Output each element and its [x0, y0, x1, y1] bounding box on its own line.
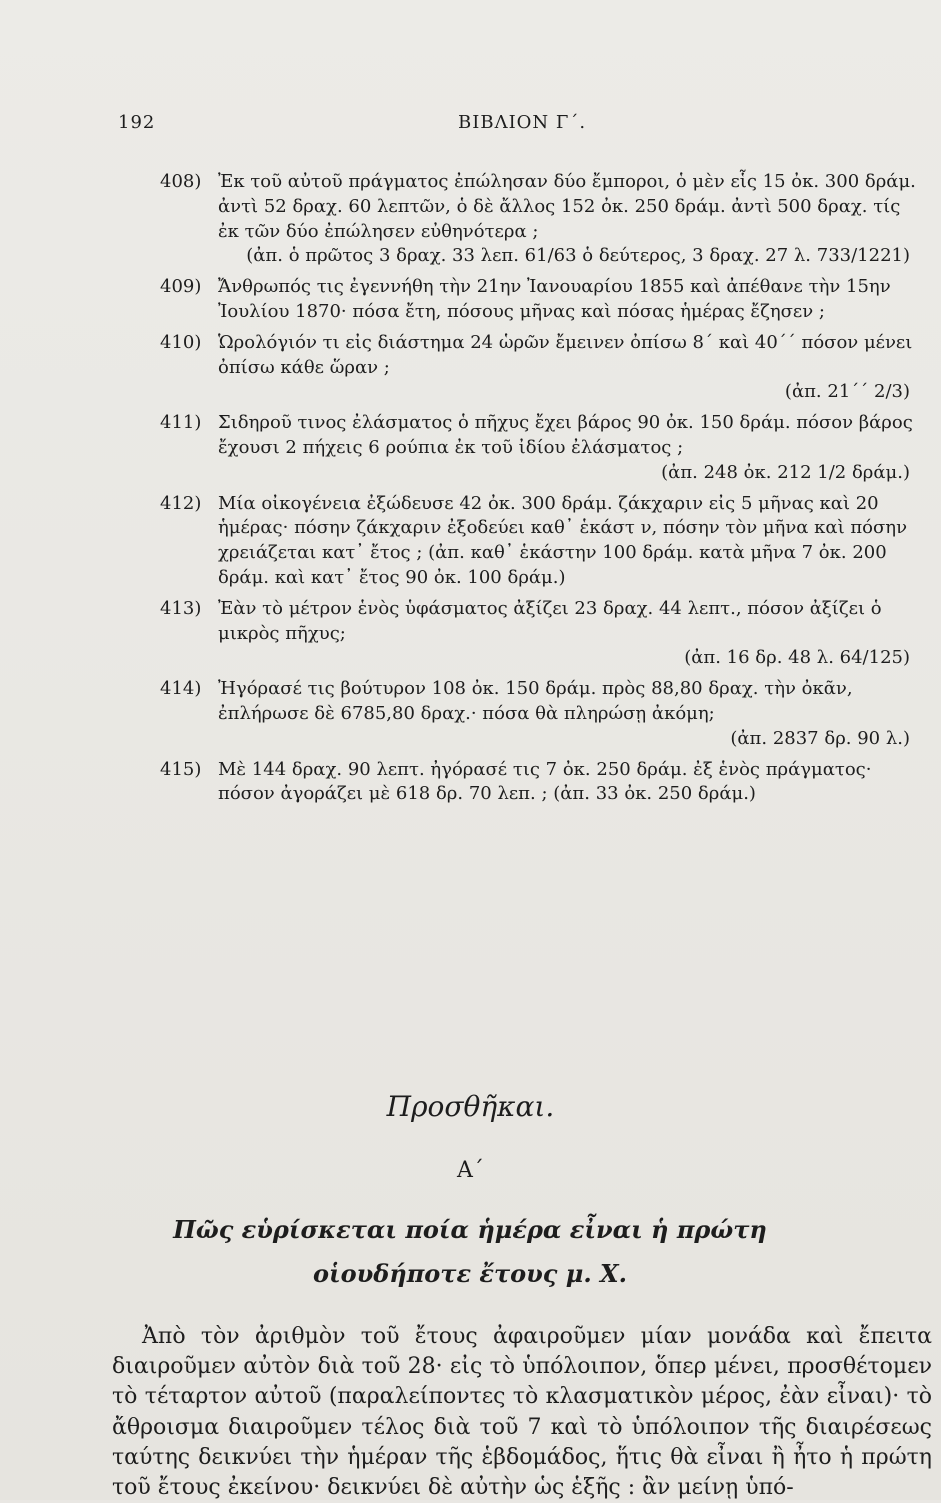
section-title-line: οἱουδήποτε ἔτους μ. Χ.: [312, 1259, 628, 1288]
exercise-answer: (ἀπ. 21΄΄ 2/3): [784, 381, 910, 403]
page-number: 192: [118, 112, 156, 133]
exercise-answer: (ἀπ. 2837 δρ. 90 λ.): [730, 727, 910, 749]
exercise-item: [160, 411, 920, 485]
exercise-text: Σιδηροῦ τινος ἐλάσματος ὁ πῆχυς ἔχει βάρος 90 ὀκ. 150 δράμ. πόσον βάρος ἔχουσι 2 πήχεις 6 ρούπια ἐκ τοῦ ἰδίου ἐλάσματος ;: [218, 412, 913, 458]
exercise-text: Ὡρολόγιόν τι εἰς διάστημα 24 ὡρῶν ἔμεινεν ὀπίσω 8΄ καὶ 40΄΄ πόσον μένει ὀπίσω κάθε ὥραν ;: [218, 331, 913, 378]
exercise-text: Ἠγόρασέ τις βούτυρον 108 ὀκ. 150 δράμ. πρὸς 88,80 δραχ. τὴν ὀκᾶν, ἐπλήρωσε δὲ 6785,80 δραχ.· πόσα θὰ πληρώσῃ ἀκόμη;: [218, 678, 853, 724]
exercise-number: 411): [160, 412, 202, 434]
exercise-item: [160, 275, 920, 325]
page-header: [118, 112, 908, 142]
exercise-answer: (ἀπ. ὁ πρῶτος 3 δραχ. 33 λεπ. 61/63 ὁ δεύτερος, 3 δραχ. 27 λ. 733/1221): [246, 245, 910, 267]
exercise-number: 410): [160, 331, 202, 353]
exercise-item: [160, 331, 920, 405]
exercise-answer: (ἀπ. 248 ὀκ. 212 1/2 δράμ.): [661, 461, 910, 483]
exercise-text: Ἄνθρωπός τις ἐγεννήθη τὴν 21ην Ἰανουαρίου 1855 καὶ ἀπέθανε τὴν 15ην Ἰουλίου 1870· πόσα ἔτη, πόσους μῆνας καὶ πόσας ἡμέρας ἔζησεν ;: [218, 276, 891, 322]
exercise-number: 409): [160, 276, 202, 298]
exercise-item: [160, 758, 920, 808]
exercise-text: Μὲ 144 δραχ. 90 λεπτ. ἠγόρασέ τις 7 ὀκ. 250 δράμ. ἐξ ἑνὸς πράγματος· πόσον ἀγοράζει μὲ 618 δρ. 70 λεπ. ; (ἀπ. 33 ὀκ. 250 δράμ.): [218, 758, 872, 805]
exercise-number: 415): [160, 758, 202, 780]
exercise-number: 414): [160, 678, 202, 700]
exercise-number: 408): [160, 171, 202, 192]
exercise-text: Μία οἰκογένεια ἐξώδευσε 42 ὀκ. 300 δράμ. ζάκχαριν εἰς 5 μῆνας καὶ 20 ἡμέρας· πόσην ζάκχαριν ἐξοδεύει καθ᾽ ἑκάστ ν, πόσην τὸν μῆνα καὶ πόσην χρειάζεται κατ᾽ ἔτος ; (ἀπ. καθ᾽ ἑκάστην 100 δράμ. κατὰ μῆνα 7 ὀκ. 200 δράμ. καὶ κατ᾽ ἔτος 90 ὀκ. 100 δράμ.): [218, 492, 908, 588]
appendix-heading: Προσθῆκαι.: [386, 1090, 555, 1123]
exercise-item: [160, 597, 920, 671]
section-title-line: Πῶς εὑρίσκεται ποία ἡμέρα εἶναι ἡ πρώτη: [173, 1215, 767, 1244]
exercise-text: Ἐκ τοῦ αὐτοῦ πράγματος ἐπώλησαν δύο ἔμποροι, ὁ μὲν εἷς 15 ὀκ. 300 δράμ. ἀντὶ 52 δραχ. 60 λεπτῶν, ὁ δὲ ἄλλος 152 ὀκ. 250 δράμ. ἀντὶ 500 δραχ. τίς ἐκ τῶν δύο ἐπώλησεν εὐθηνότερα ;: [218, 171, 916, 242]
running-title: ΒΙΒΛΙΟΝ Γ΄.: [458, 112, 587, 133]
exercise-text: Ἐὰν τὸ μέτρον ἑνὸς ὑφάσματος ἀξίζει 23 δραχ. 44 λεπτ., πόσον ἀξίζει ὁ μικρὸς πῆχυς;: [218, 597, 882, 644]
section-letter: Α΄: [457, 1158, 484, 1183]
body-paragraph: Ἀπὸ τὸν ἀριθμὸν τοῦ ἔτους ἀφαιροῦμεν μίαν μονάδα καὶ ἔπειτα διαιροῦμεν αὐτὸν διὰ τοῦ 28· εἰς τὸ ὑπόλοιπον, ὅπερ μένει, προσθέτομεν τὸ τέταρτον αὐτοῦ (παραλείποντες τὸ κλασματικὸν μέρος, ἐὰν εἶναι)· τὸ ἄθροισμα διαιροῦμεν τέλος διὰ τοῦ 7 καὶ τὸ ὑπόλοιπον τῆς διαιρέσεως ταύτης δεικνύει τὴν ἡμέραν τῆς ἑβδομάδος, ἥτις θὰ εἶναι ἢ ἦτο ἡ πρώτη τοῦ ἔτους ἐκείνου· δεικνύει δὲ αὐτὴν ὡς ἑξῆς : ἂν μείνῃ ὑπό-: [112, 1324, 932, 1501]
section-title: [90, 1208, 850, 1296]
exercise-number: 412): [160, 492, 202, 514]
exercise-item: [160, 492, 920, 591]
exercise-item: [160, 170, 920, 269]
exercise-answer: (ἀπ. 16 δρ. 48 λ. 64/125): [684, 647, 910, 669]
exercise-number: 413): [160, 597, 202, 619]
exercise-item: [160, 677, 920, 751]
exercise-list: [160, 170, 920, 813]
